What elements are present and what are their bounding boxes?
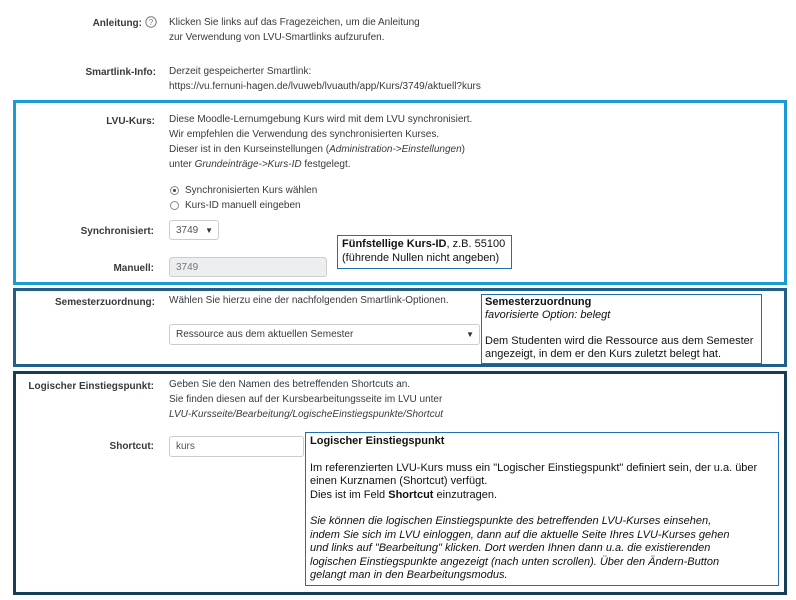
- shortcut-input[interactable]: [169, 436, 304, 457]
- semester-hint: Wählen Sie hierzu eine der nachfolgenden Smartlink-Optionen.: [169, 295, 449, 306]
- lvu-kurs-line4: unter Grundeinträge->Kurs-ID festgelegt.: [169, 159, 351, 170]
- einstieg-line3: LVU-Kursseite/Bearbeitung/LogischeEinstiegspunkte/Shortcut: [169, 409, 444, 420]
- semester-label: Semesterzuordnung:: [54, 297, 155, 308]
- callout-einstieg-p2-l3: und links auf "Bearbeitung" klicken. Dort werden Ihnen dann u.a. die existierenden: [310, 542, 711, 554]
- anleitung-line2: zur Verwendung von LVU-Smartlinks aufzurufen.: [169, 32, 385, 43]
- synchronisiert-value: 3749: [176, 224, 199, 236]
- callout-einstieg-p1-l2: einen Kurznamen (Shortcut) verfügt.: [310, 475, 488, 487]
- smartlink-url: https://vu.fernuni-hagen.de/lvuweb/lvuauth/app/Kurs/3749/aktuell?kurs: [169, 81, 481, 92]
- lvu-kurs-line2: Wir empfehlen die Verwendung des synchronisierten Kurses.: [169, 129, 440, 140]
- callout-kurs-id-line2: (führende Nullen nicht angeben): [342, 252, 500, 264]
- semester-select[interactable]: [169, 324, 480, 345]
- semester-select-value: Ressource aus dem aktuellen Semester: [176, 329, 354, 340]
- einstieg-line1: Geben Sie den Namen des betreffenden Shortcuts an.: [169, 379, 411, 390]
- callout-semester-line2: angezeigt, in dem er den Kurs zuletzt belegt hat.: [485, 348, 722, 360]
- radio-manual-course-id[interactable]: [170, 201, 179, 210]
- callout-einstieg: [305, 432, 779, 586]
- manuell-value: 3749: [176, 261, 199, 273]
- smartlink-label: Smartlink-Info:: [85, 67, 156, 78]
- synchronisiert-select[interactable]: [169, 220, 219, 240]
- callout-semester: [481, 294, 762, 364]
- callout-einstieg-title: Logischer Einstiegspunkt: [310, 435, 445, 447]
- lvu-kurs-line1: Diese Moodle-Lernumgebung Kurs wird mit dem LVU synchronisiert.: [169, 114, 473, 125]
- manuell-label: Manuell:: [113, 263, 154, 274]
- svg-text:?: ?: [148, 18, 154, 27]
- shortcut-value: kurs: [176, 441, 195, 452]
- callout-einstieg-p1-l1: Im referenzierten LVU-Kurs muss ein "Logischer Einstiegspunkt" definiert sein, der u.a. über: [310, 461, 758, 474]
- callout-einstieg-p2-l5: gelangt man in den Bearbeitungsmodus.: [310, 569, 508, 581]
- lvu-kurs-label: LVU-Kurs:: [106, 116, 155, 127]
- chevron-down-icon: ▼: [205, 226, 213, 235]
- chevron-down-icon: ▼: [466, 330, 474, 339]
- callout-semester-line1: Dem Studenten wird die Ressource aus dem Semester: [485, 335, 754, 347]
- anleitung-line1: Klicken Sie links auf das Fragezeichen, um die Anleitung: [169, 17, 420, 28]
- callout-einstieg-p2-l2: indem Sie sich im LVU einloggen, dann auf die aktuelle Seite Ihres LVU-Kurses gehen: [310, 528, 730, 541]
- callout-kurs-id-line1: Fünfstellige Kurs-ID, z.B. 55100: [342, 238, 506, 250]
- einstieg-line2: Sie finden diesen auf der Kursbearbeitungsseite im LVU unter: [169, 394, 443, 405]
- einstieg-label: Logischer Einstiegspunkt:: [28, 381, 154, 392]
- synchronisiert-label: Synchronisiert:: [80, 226, 154, 237]
- callout-semester-subtitle: favorisierte Option: belegt: [485, 309, 611, 321]
- smartlink-line1: Derzeit gespeicherter Smartlink:: [169, 66, 312, 77]
- question-circle-icon[interactable]: [145, 16, 157, 28]
- manuell-input[interactable]: [169, 257, 327, 277]
- callout-einstieg-p1-l3: Dies ist im Feld Shortcut einzutragen.: [310, 488, 498, 501]
- radio-manual-label: Kurs-ID manuell eingeben: [185, 200, 301, 211]
- radio-synchronized-label: Synchronisierten Kurs wählen: [185, 185, 318, 196]
- shortcut-label: Shortcut:: [109, 441, 154, 452]
- callout-einstieg-p2-l1: Sie können die logischen Einstiegspunkte des betreffenden LVU-Kurses einsehen,: [310, 515, 712, 527]
- callout-semester-title: Semesterzuordnung: [485, 296, 592, 308]
- callout-einstieg-p2-l4: logischen Einstiegspunkte angezeigt (nach unten scrollen). Über den Ändern-Button: [310, 555, 720, 568]
- radio-synchronized-course[interactable]: [170, 186, 179, 195]
- anleitung-label: Anleitung:: [92, 18, 142, 29]
- callout-kurs-id: [337, 235, 512, 269]
- lvu-kurs-line3: Dieser ist in den Kurseinstellungen (Administration->Einstellungen): [169, 144, 466, 155]
